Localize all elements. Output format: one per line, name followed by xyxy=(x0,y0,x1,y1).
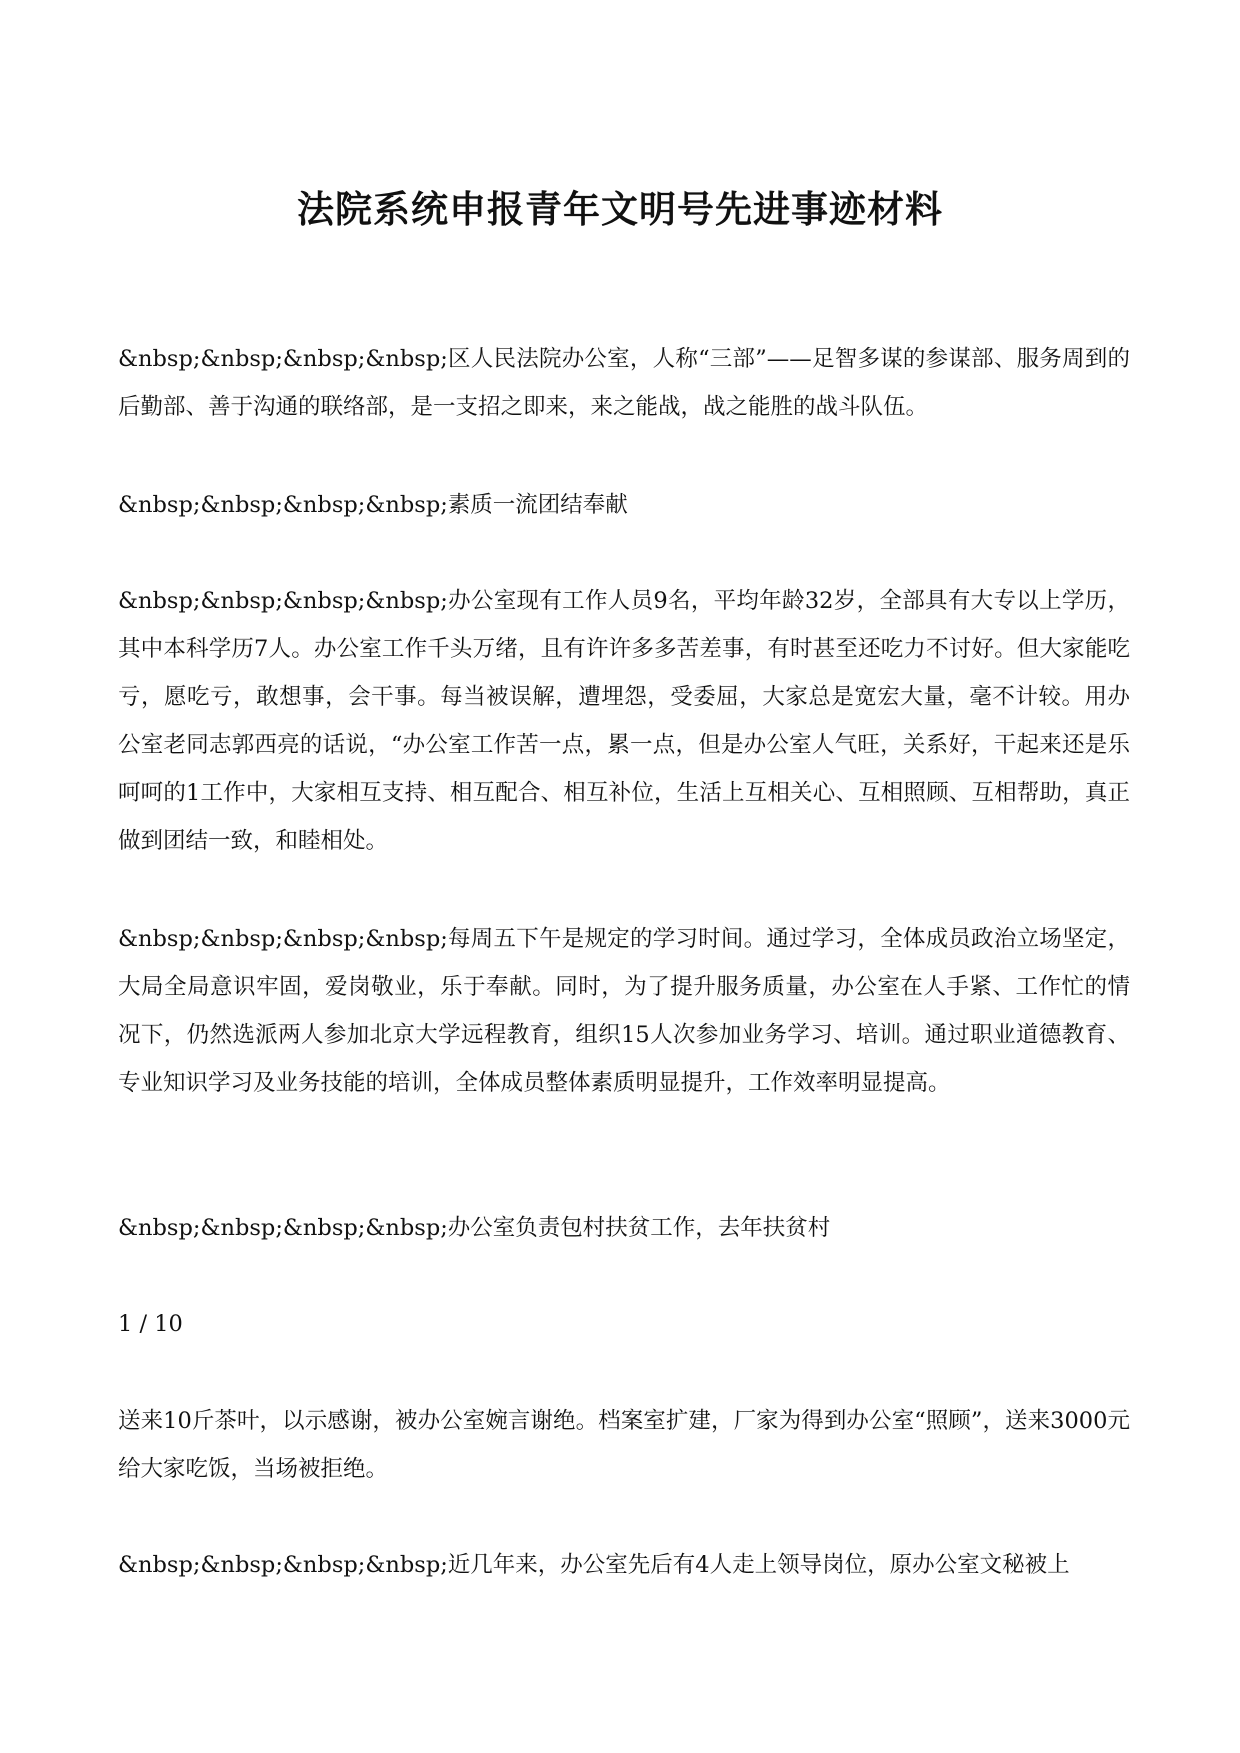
paragraph-staff: &nbsp;&nbsp;&nbsp;&nbsp;办公室现有工作人员9名，平均年龄32岁，全部具有大专以上学历，其中本科学历7人。办公室工作千头万绪，且有许许多多苦差事，有时甚至还吃力不讨好。但大家能吃亏，愿吃亏，敢想事，会干事。每当被误解，遭埋怨，受委屈，大家总是宽宏大量，毫不计较。用办公室老同志郭西亮的话说，“办公室工作苦一点，累一点，但是办公室人气旺，关系好，干起来还是乐呵呵的1工作中，大家相互支持、相互配合、相互补位，生活上互相关心、互相照顾、互相帮助，真正做到团结一致，和睦相处。 xyxy=(118,588,1130,854)
section-heading: &nbsp;&nbsp;&nbsp;&nbsp;素质一流团结奉献 xyxy=(118,492,628,518)
page-title: 法院系统申报青年文明号先进事迹材料 xyxy=(297,186,943,231)
paragraph-promotion: &nbsp;&nbsp;&nbsp;&nbsp;近几年来，办公室先后有4人走上领导岗位，原办公室文秘被上 xyxy=(118,1552,1070,1578)
page-number: 1 / 10 xyxy=(118,1311,183,1337)
paragraph-poverty: &nbsp;&nbsp;&nbsp;&nbsp;办公室负责包村扶贫工作，去年扶贫村 xyxy=(118,1215,831,1241)
paragraph-study: &nbsp;&nbsp;&nbsp;&nbsp;每周五下午是规定的学习时间。通过学习，全体成员政治立场坚定，大局全局意识牢固，爱岗敬业，乐于奉献。同时，为了提升服务质量，办公室在人手紧、工作忙的情况下，仍然选派两人参加北京大学远程教育，组织15人次参加业务学习、培训。通过职业道德教育、专业知识学习及业务技能的培训，全体成员整体素质明显提升，工作效率明显提高。 xyxy=(118,926,1130,1096)
paragraph-continuation: 送来10斤茶叶，以示感谢，被办公室婉言谢绝。档案室扩建，厂家为得到办公室“照顾”，送来3000元给大家吃饭，当场被拒绝。 xyxy=(118,1408,1130,1482)
paragraph-intro: &nbsp;&nbsp;&nbsp;&nbsp;区人民法院办公室，人称“三部”——足智多谋的参谋部、服务周到的后勤部、善于沟通的联络部，是一支招之即来，来之能战，战之能胜的战斗队伍。 xyxy=(118,346,1130,420)
